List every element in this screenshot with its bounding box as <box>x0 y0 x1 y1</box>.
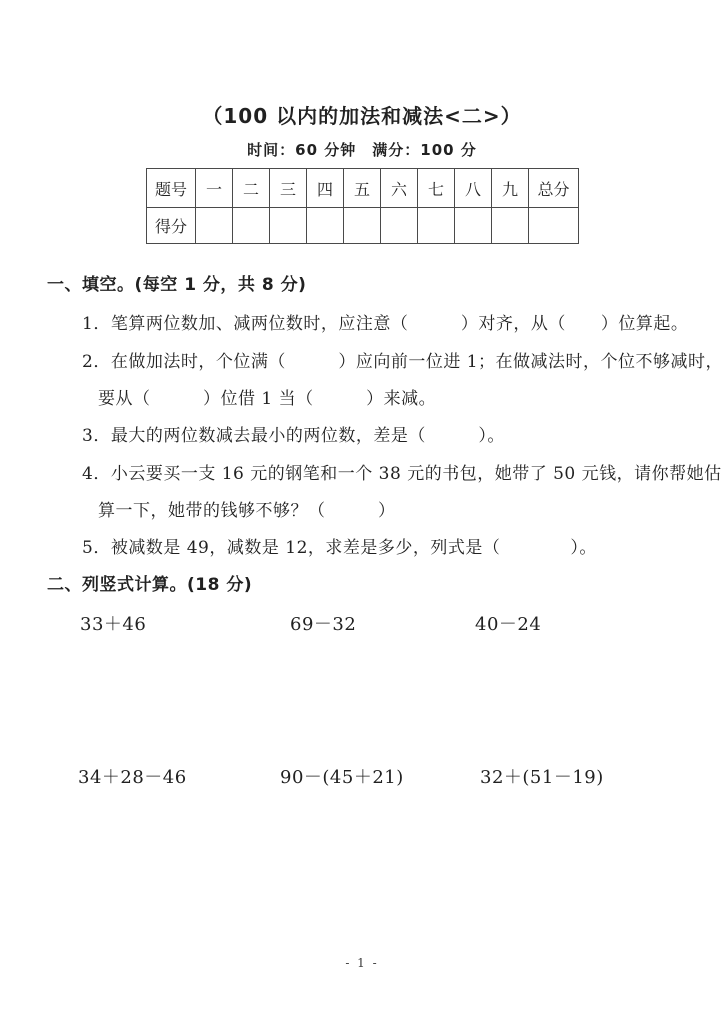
question-number-row <box>147 169 579 208</box>
section-one-heading: 一、填空。(每空 1 分，共 8 分) <box>47 275 307 295</box>
score-cell <box>344 208 381 244</box>
header-cell: 二 <box>233 169 270 208</box>
score-row <box>147 208 579 244</box>
fill-item-1: 1．笔算两位数加、减两位数时，应注意（ ）对齐，从（ ）位算起。 <box>82 314 689 334</box>
score-cell <box>233 208 270 244</box>
header-cell: 三 <box>270 169 307 208</box>
page-title: （100 以内的加法和减法<二>） <box>202 104 522 128</box>
header-cell: 六 <box>381 169 418 208</box>
score-row-label: 得分 <box>147 208 196 244</box>
expression-40-minus-24: 40－24 <box>475 614 542 635</box>
header-cell: 五 <box>344 169 381 208</box>
score-cell <box>381 208 418 244</box>
score-cell <box>455 208 492 244</box>
page-number: - 1 - <box>345 956 379 970</box>
score-cell <box>196 208 233 244</box>
header-cell: 七 <box>418 169 455 208</box>
expression-33-plus-46: 33＋46 <box>80 614 147 635</box>
exam-time-score-info: 时间：60 分钟 满分：100 分 <box>247 141 477 159</box>
expression-69-minus-32: 69－32 <box>290 614 357 635</box>
score-cell <box>492 208 529 244</box>
fill-item-3: 3．最大的两位数减去最小的两位数，差是（ ）。 <box>82 426 505 446</box>
expression-90-minus-paren: 90－(45＋21) <box>280 767 404 788</box>
header-cell: 八 <box>455 169 492 208</box>
score-cell <box>418 208 455 244</box>
header-cell: 九 <box>492 169 529 208</box>
header-cell: 一 <box>196 169 233 208</box>
expression-34-plus-28-minus-46: 34＋28－46 <box>78 767 187 788</box>
fill-item-2-line-1: 2．在做加法时，个位满（ ）应向前一位进 1；在做减法时，个位不够减时， <box>82 352 724 372</box>
expression-32-plus-paren: 32＋(51－19) <box>480 767 604 788</box>
score-cell <box>307 208 344 244</box>
header-cell: 四 <box>307 169 344 208</box>
score-table <box>146 168 579 244</box>
score-cell <box>529 208 579 244</box>
section-two-heading: 二、列竖式计算。(18 分) <box>47 575 253 595</box>
fill-item-4-line-2: 算一下，她带的钱够不够？（ ） <box>98 501 396 521</box>
score-cell <box>270 208 307 244</box>
header-cell: 题号 <box>147 169 196 208</box>
fill-item-5: 5．被减数是 49，减数是 12，求差是多少，列式是（ ）。 <box>82 538 597 558</box>
fill-item-2-line-2: 要从（ ）位借 1 当（ ）来减。 <box>98 389 437 409</box>
fill-item-4-line-1: 4．小云要买一支 16 元的钢笔和一个 38 元的书包，她带了 50 元钱，请你帮她估 <box>82 464 722 484</box>
header-cell: 总分 <box>529 169 579 208</box>
